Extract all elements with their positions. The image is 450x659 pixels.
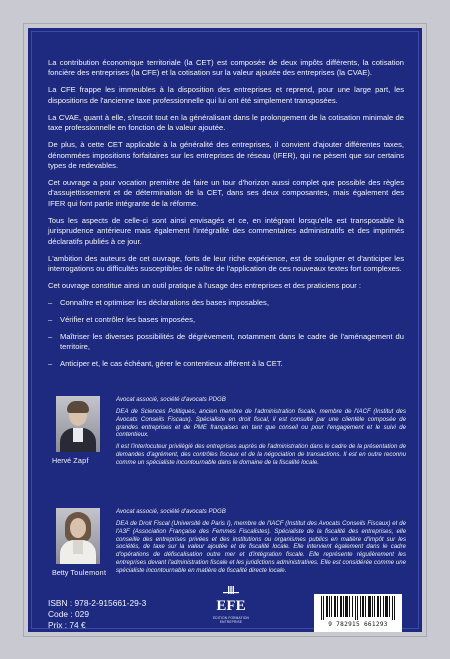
price: Prix : 74 € (48, 620, 86, 630)
author-bio-paragraph: Il est l'interlocuteur privilégié des entreprises auprès de l'administration dans le cadre de la présentation de demandes d'agrément, des contrôles fiscaux et de la négociation de transactions. Il est en outre reconnu comme un spécialiste incontournable dans le domaine de la fiscalité locale. (116, 443, 406, 466)
logo-wordmark: EFE (216, 598, 246, 614)
intro-paragraph: Cet ouvrage constitue ainsi un outil pratique à l'usage des entreprises et des praticiens pour : (48, 281, 361, 291)
intro-paragraph: La CFE frappe les immeubles à la disposition des entreprises et reprend, pour une large part, les dispositions de l'ancienne taxe professionnelle qui lui ont été simplement transposées. (48, 85, 404, 105)
list-item: – Connaître et optimiser les déclarations des bases imposables, (48, 298, 269, 308)
barcode-digits: 9 782915 661293 (328, 621, 388, 628)
intro-paragraph: L'ambition des auteurs de cet ouvrage, forts de leur riche expérience, est de souligner et d'anticiper les interrogations ou difficultés susceptibles de naître de l'application de ces nouveaux textes fort complexes. (48, 253, 404, 274)
dash-bullet: – (48, 298, 53, 308)
book-back-cover (28, 28, 422, 632)
author-bio (116, 508, 406, 579)
isbn-barcode (314, 594, 402, 632)
intro-paragraph: La contribution économique territoriale (la CET) est composée de deux impôts différents, la cotisation foncière des entreprises (la CFE) et la cotisation sur la valeur ajoutée des entreprises (la CVAE). (48, 58, 404, 78)
author-photo (56, 508, 100, 564)
intro-paragraph: La CVAE, quant à elle, s'inscrit tout en la généralisant dans le prolongement de la cotisation minimale de taxe professionnelle en fonction de la valeur ajoutée. (48, 112, 404, 133)
publication-info (48, 598, 146, 631)
intro-paragraph: Tous les aspects de celle-ci sont ainsi envisagés et ce, en intégrant lorsqu'elle est transposable la jurisprudence antérieure mais également l'intégralité des commentaires administratifs et des imprimés déclaratifs publiés à ce jour. (48, 215, 404, 246)
isbn: ISBN : 978-2-915661-29-3 (48, 598, 147, 608)
dash-bullet: – (48, 332, 53, 342)
dash-bullet: – (48, 315, 53, 325)
author-name: Hervé Zapf (52, 456, 89, 465)
list-item: – Maîtriser les diverses possibilités de dégrèvement, notamment dans le cadre de l'aménagement du territoire, (48, 332, 404, 352)
description-text (48, 58, 404, 376)
efe-logo-icon (211, 586, 251, 616)
logo-subtitle: EDITION FORMATION (212, 616, 250, 620)
author-role: Avocat associé, société d'avocats PDGB (116, 396, 226, 403)
usage-list (48, 298, 404, 370)
intro-paragraph: Cet ouvrage a pour vocation première de faire un tour d'horizon aussi complet que possible des règles d'assujettissement et de détermination de la CET, dans ses deux composantes, mais également des IFER qui font partie intégrante de la réforme. (48, 178, 404, 208)
author-photo (56, 396, 100, 452)
list-item: – Anticiper et, le cas échéant, gérer le contentieux afférent à la CET. (48, 359, 283, 369)
intro-paragraph: De plus, à cette CET applicable à la généralité des entreprises, il convient d'ajouter différentes taxes, dénommées impositions forfaitaires sur les entreprises de réseau (IFER), qui ne pèsent que sur certains types de redevables. (48, 140, 404, 171)
efe-logo (203, 586, 259, 632)
logo-subtitle: ENTREPRISE (219, 620, 243, 624)
barcode-bars (317, 596, 399, 620)
author-bio (116, 396, 406, 471)
author-bio-paragraph: DEA de Sciences Politiques, ancien membre de l'administration fiscale, membre de l'IACF (Institut des Avocats Conseils Fiscaux). Spécialiste en droit fiscal, il est consulté par une clientèle composée de grandes entreprises et de PME françaises en tant que conseil ou pour l'engagement et le suivi de contentieux. (116, 407, 406, 439)
author-role: Avocat associé, société d'avocats PDGB (116, 508, 226, 515)
product-code: Code : 029 (48, 609, 89, 619)
dash-bullet: – (48, 359, 53, 369)
author-bio-paragraph: DEA de Droit Fiscal (Université de Paris I), membre de l'IACF (Institut des Avocats Conseils Fiscaux) et de l'A3F (Association Française des Femmes Fiscalistes). Spécialiste de la fiscalité des entreprises, elle conseille des entreprises privées et des institutions ou organismes publics en matière d'impôt sur les sociétés, de taxe sur la valeur ajoutée et de fiscalité locale. Elle intervient également dans le cadre d'opérations de défiscalisation outre mer et d'intégration fiscale. Elle représente régulièrement les entreprises devant l'administration fiscale et les juridictions administratives. Elle est considérée comme une spécialiste incontournable en matière de fiscalité directe locale. (116, 519, 406, 574)
author-name: Betty Toulemont (52, 568, 107, 577)
list-item: – Vérifier et contrôler les bases imposées, (48, 315, 196, 325)
